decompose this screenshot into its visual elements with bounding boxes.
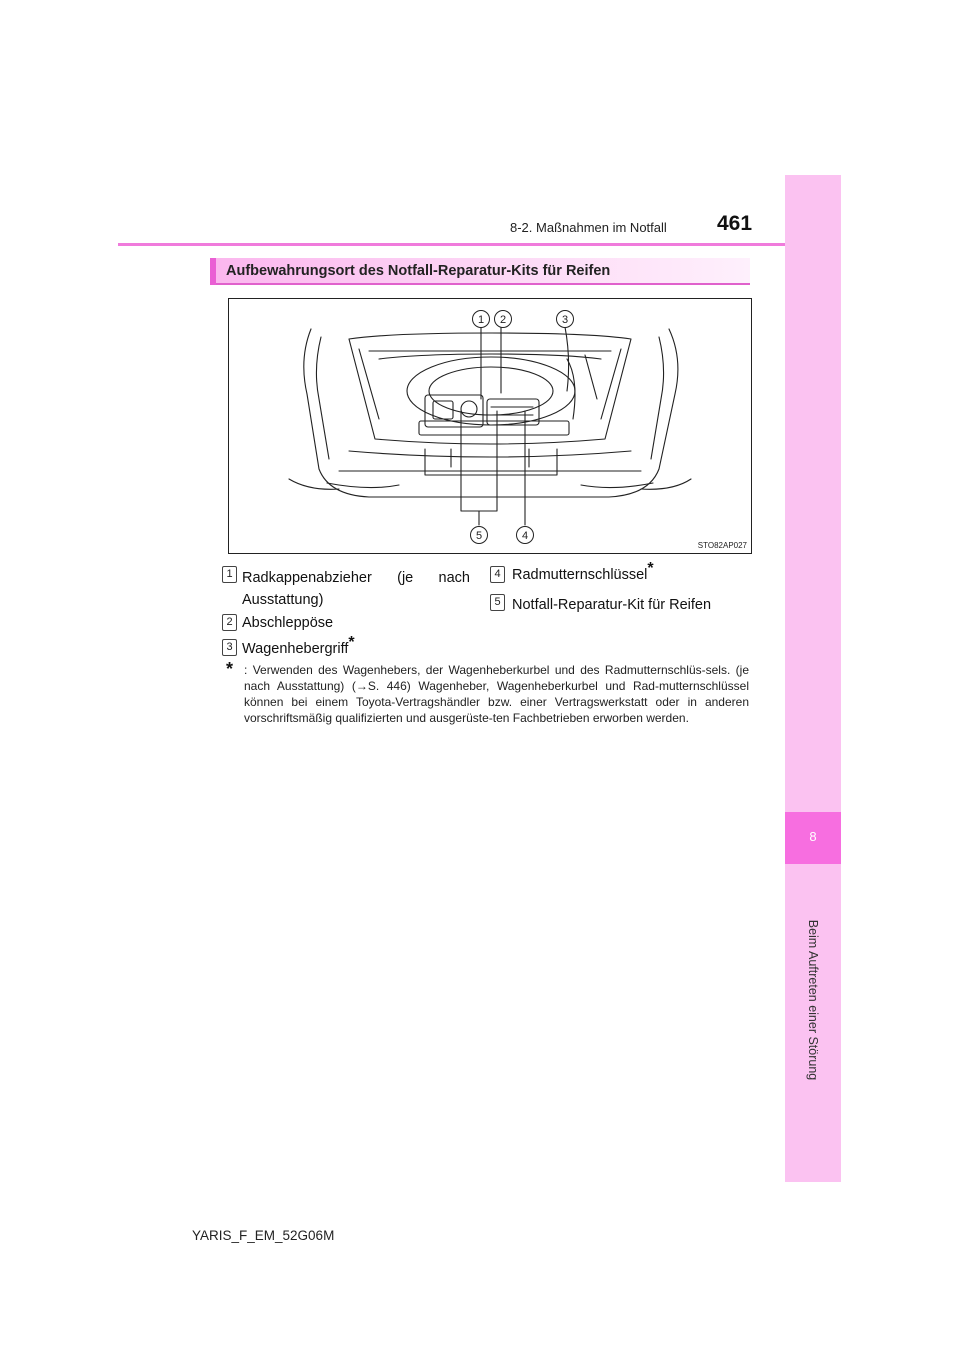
legend-asterisk-3: * — [348, 634, 355, 651]
header-rule — [118, 243, 841, 246]
legend-item-3 — [242, 634, 355, 657]
legend-number-3: 3 — [222, 639, 237, 656]
callout-4-label: 4 — [521, 530, 529, 542]
section-label: 8-2. Maßnahmen im Notfall — [510, 220, 667, 235]
chapter-number: 8 — [809, 829, 817, 844]
legend-asterisk-4: * — [647, 560, 654, 577]
trunk-illustration — [228, 298, 752, 554]
callout-1-label: 1 — [477, 314, 485, 326]
legend-item-1 — [242, 567, 470, 611]
callout-2-label: 2 — [499, 314, 507, 326]
legend-text-5: Notfall-Reparatur-Kit für Reifen — [512, 597, 712, 613]
legend-text-2: Abschleppöse — [242, 615, 334, 631]
legend-number-2: 2 — [222, 614, 237, 631]
legend-text-3: Wagenhebergriff — [242, 641, 349, 657]
page-number: 461 — [717, 212, 753, 235]
footnote-asterisk: * — [226, 659, 234, 679]
legend-number-1: 1 — [222, 566, 237, 583]
legend-text-1: Radkappenabzieher (je nach Ausstattung) — [242, 570, 470, 608]
figure-code: STO82AP027 — [697, 541, 747, 550]
footnote-text: : Verwenden des Wagenhebers, der Wagenheberkurbel und des Radmutternschlüs-sels. (je nach Ausstattung) (→S. 446) Wagenheber, Wagenheberkurbel und Rad-mutternschlüssel können bei einem Toyota-Vertragshändler bzw. einer Vertragswerkstatt oder in anderen vorschriftsmäßig qualifizierten und ausgerüste-ten Fachbetrieben erworben werden. — [244, 663, 749, 725]
trunk-drawing — [229, 299, 751, 553]
chapter-title: Beim Auftreten einer Störung — [806, 919, 820, 1081]
legend-number-4: 4 — [490, 566, 505, 583]
legend-item-4 — [512, 560, 654, 583]
callout-3-label: 3 — [561, 314, 569, 326]
legend-text-4: Radmutternschlüssel — [512, 567, 648, 583]
legend-number-5: 5 — [490, 594, 505, 611]
section-heading: Aufbewahrungsort des Notfall-Reparatur-Kits für Reifen — [226, 263, 611, 279]
legend-item-5 — [512, 597, 711, 613]
callout-5-label: 5 — [475, 530, 483, 542]
section-heading-accent — [210, 258, 216, 285]
document-code: YARIS_F_EM_52G06M — [192, 1228, 335, 1243]
legend-item-2 — [242, 615, 333, 631]
